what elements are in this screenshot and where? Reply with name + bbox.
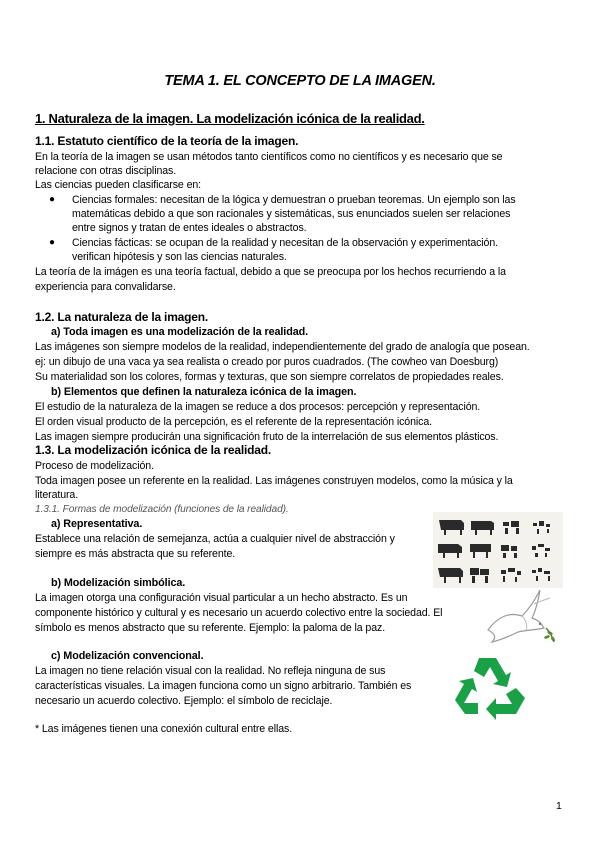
paragraph-line: Las ciencias pueden clasificarse en: bbox=[35, 179, 201, 191]
paragraph-line: La teoría de la imágen es una teoría factual, debido a que se preocupa por los hechos recurriendo a la bbox=[35, 266, 506, 278]
paragraph-line: ej: un dibujo de una vaca ya sea realista o creado por puros cuadrados. (The cowheo van Doesburg) bbox=[35, 356, 499, 368]
peace-dove-icon bbox=[480, 586, 558, 648]
page-number: 1 bbox=[556, 800, 562, 812]
paragraph-line: La imagen no tiene relación visual con la realidad. No refleja ninguna de sus bbox=[35, 665, 386, 677]
paragraph-line: Toda imagen posee un referente en la realidad. Las imágenes construyen modelos, como la música y la bbox=[35, 475, 513, 487]
bullet-line: matemáticas debido a que son racionales y sistemáticas, sus enunciados suelen ser relaciones bbox=[72, 208, 511, 220]
subsection-heading: 1.1. Estatuto científico de la teoría de la imagen. bbox=[35, 134, 299, 148]
paragraph-line: Establece una relación de semejanza, actúa a cualquier nivel de abstracción y bbox=[35, 533, 395, 545]
cow-abstraction-image bbox=[433, 512, 563, 588]
paragraph-line: siempre es más abstracta que su referente. bbox=[35, 548, 236, 560]
subsubsection-heading: 1.3.1. Formas de modelización (funciones de la realidad). bbox=[35, 504, 289, 515]
paragraph-line: El orden visual producto de la percepción, es el referente de la representación icónica. bbox=[35, 416, 432, 428]
item-heading: a) Representativa. bbox=[51, 518, 143, 530]
item-heading: b) Modelización simbólica. bbox=[51, 577, 186, 589]
paragraph-line: Su materialidad son los colores, formas y texturas, que son siempre correlatos de propiedades reales. bbox=[35, 371, 504, 383]
paragraph-line: literatura. bbox=[35, 489, 79, 501]
bullet-line: entre signos y tratan de entes ideales o abstractos. bbox=[72, 222, 307, 234]
item-heading: c) Modelización convencional. bbox=[51, 650, 204, 662]
bullet-marker: ● bbox=[49, 237, 56, 248]
paragraph-line: símbolo es menos abstracto que su referente. Ejemplo: la paloma de la paz. bbox=[35, 622, 386, 634]
paragraph-line: Las imagen siempre producirán una significación fruto de la interrelación de sus elementos plásticos. bbox=[35, 431, 499, 443]
note-line: * Las imágenes tienen una conexión cultural entre ellas. bbox=[35, 723, 293, 735]
paragraph-line: experiencia para convalidarse. bbox=[35, 281, 176, 293]
bullet-line: Ciencias formales: necesitan de la lógica y demuestran o prueban teoremas. Un ejemplo son las bbox=[72, 194, 516, 206]
paragraph-line: Proceso de modelización. bbox=[35, 460, 154, 472]
document-title: TEMA 1. EL CONCEPTO DE LA IMAGEN. bbox=[164, 73, 436, 89]
paragraph-line: necesario un acuerdo colectivo. Ejemplo: el símbolo de reciclaje. bbox=[35, 695, 333, 707]
paragraph-line: Las imágenes son siempre modelos de la realidad, independientemente del grado de analogía que posean. bbox=[35, 341, 530, 353]
paragraph-line: componente histórico y cultural y es necesario un acuerdo colectivo entre la sociedad. El bbox=[35, 607, 443, 619]
paragraph-line: El estudio de la naturaleza de la imagen se reduce a dos procesos: percepción y representación. bbox=[35, 401, 481, 413]
recycle-icon bbox=[452, 654, 528, 720]
paragraph-line: En la teoría de la imagen se usan métodos tanto científicos como no científicos y es necesario que se bbox=[35, 151, 503, 163]
bullet-line: Ciencias fácticas: se ocupan de la realidad y necesitan de la observación y experimentación. bbox=[72, 237, 498, 249]
bullet-marker: ● bbox=[49, 194, 56, 205]
bullet-line: verifican hipótesis y son las ciencias naturales. bbox=[72, 251, 287, 263]
paragraph-line: relacione con otras disciplinas. bbox=[35, 165, 177, 177]
item-heading: b) Elementos que definen la naturaleza icónica de la imagen. bbox=[51, 386, 357, 398]
item-heading: a) Toda imagen es una modelización de la realidad. bbox=[51, 326, 308, 338]
paragraph-line: características visuales. La imagen funciona como un signo arbitrario. También es bbox=[35, 680, 412, 692]
subsection-heading: 1.3. La modelización icónica de la realidad. bbox=[35, 443, 271, 457]
paragraph-line: La imagen otorga una configuración visual particular a un hecho abstracto. Es un bbox=[35, 592, 408, 604]
subsection-heading: 1.2. La naturaleza de la imagen. bbox=[35, 310, 209, 324]
section-heading: 1. Naturaleza de la imagen. La modelización icónica de la realidad. bbox=[35, 111, 425, 126]
